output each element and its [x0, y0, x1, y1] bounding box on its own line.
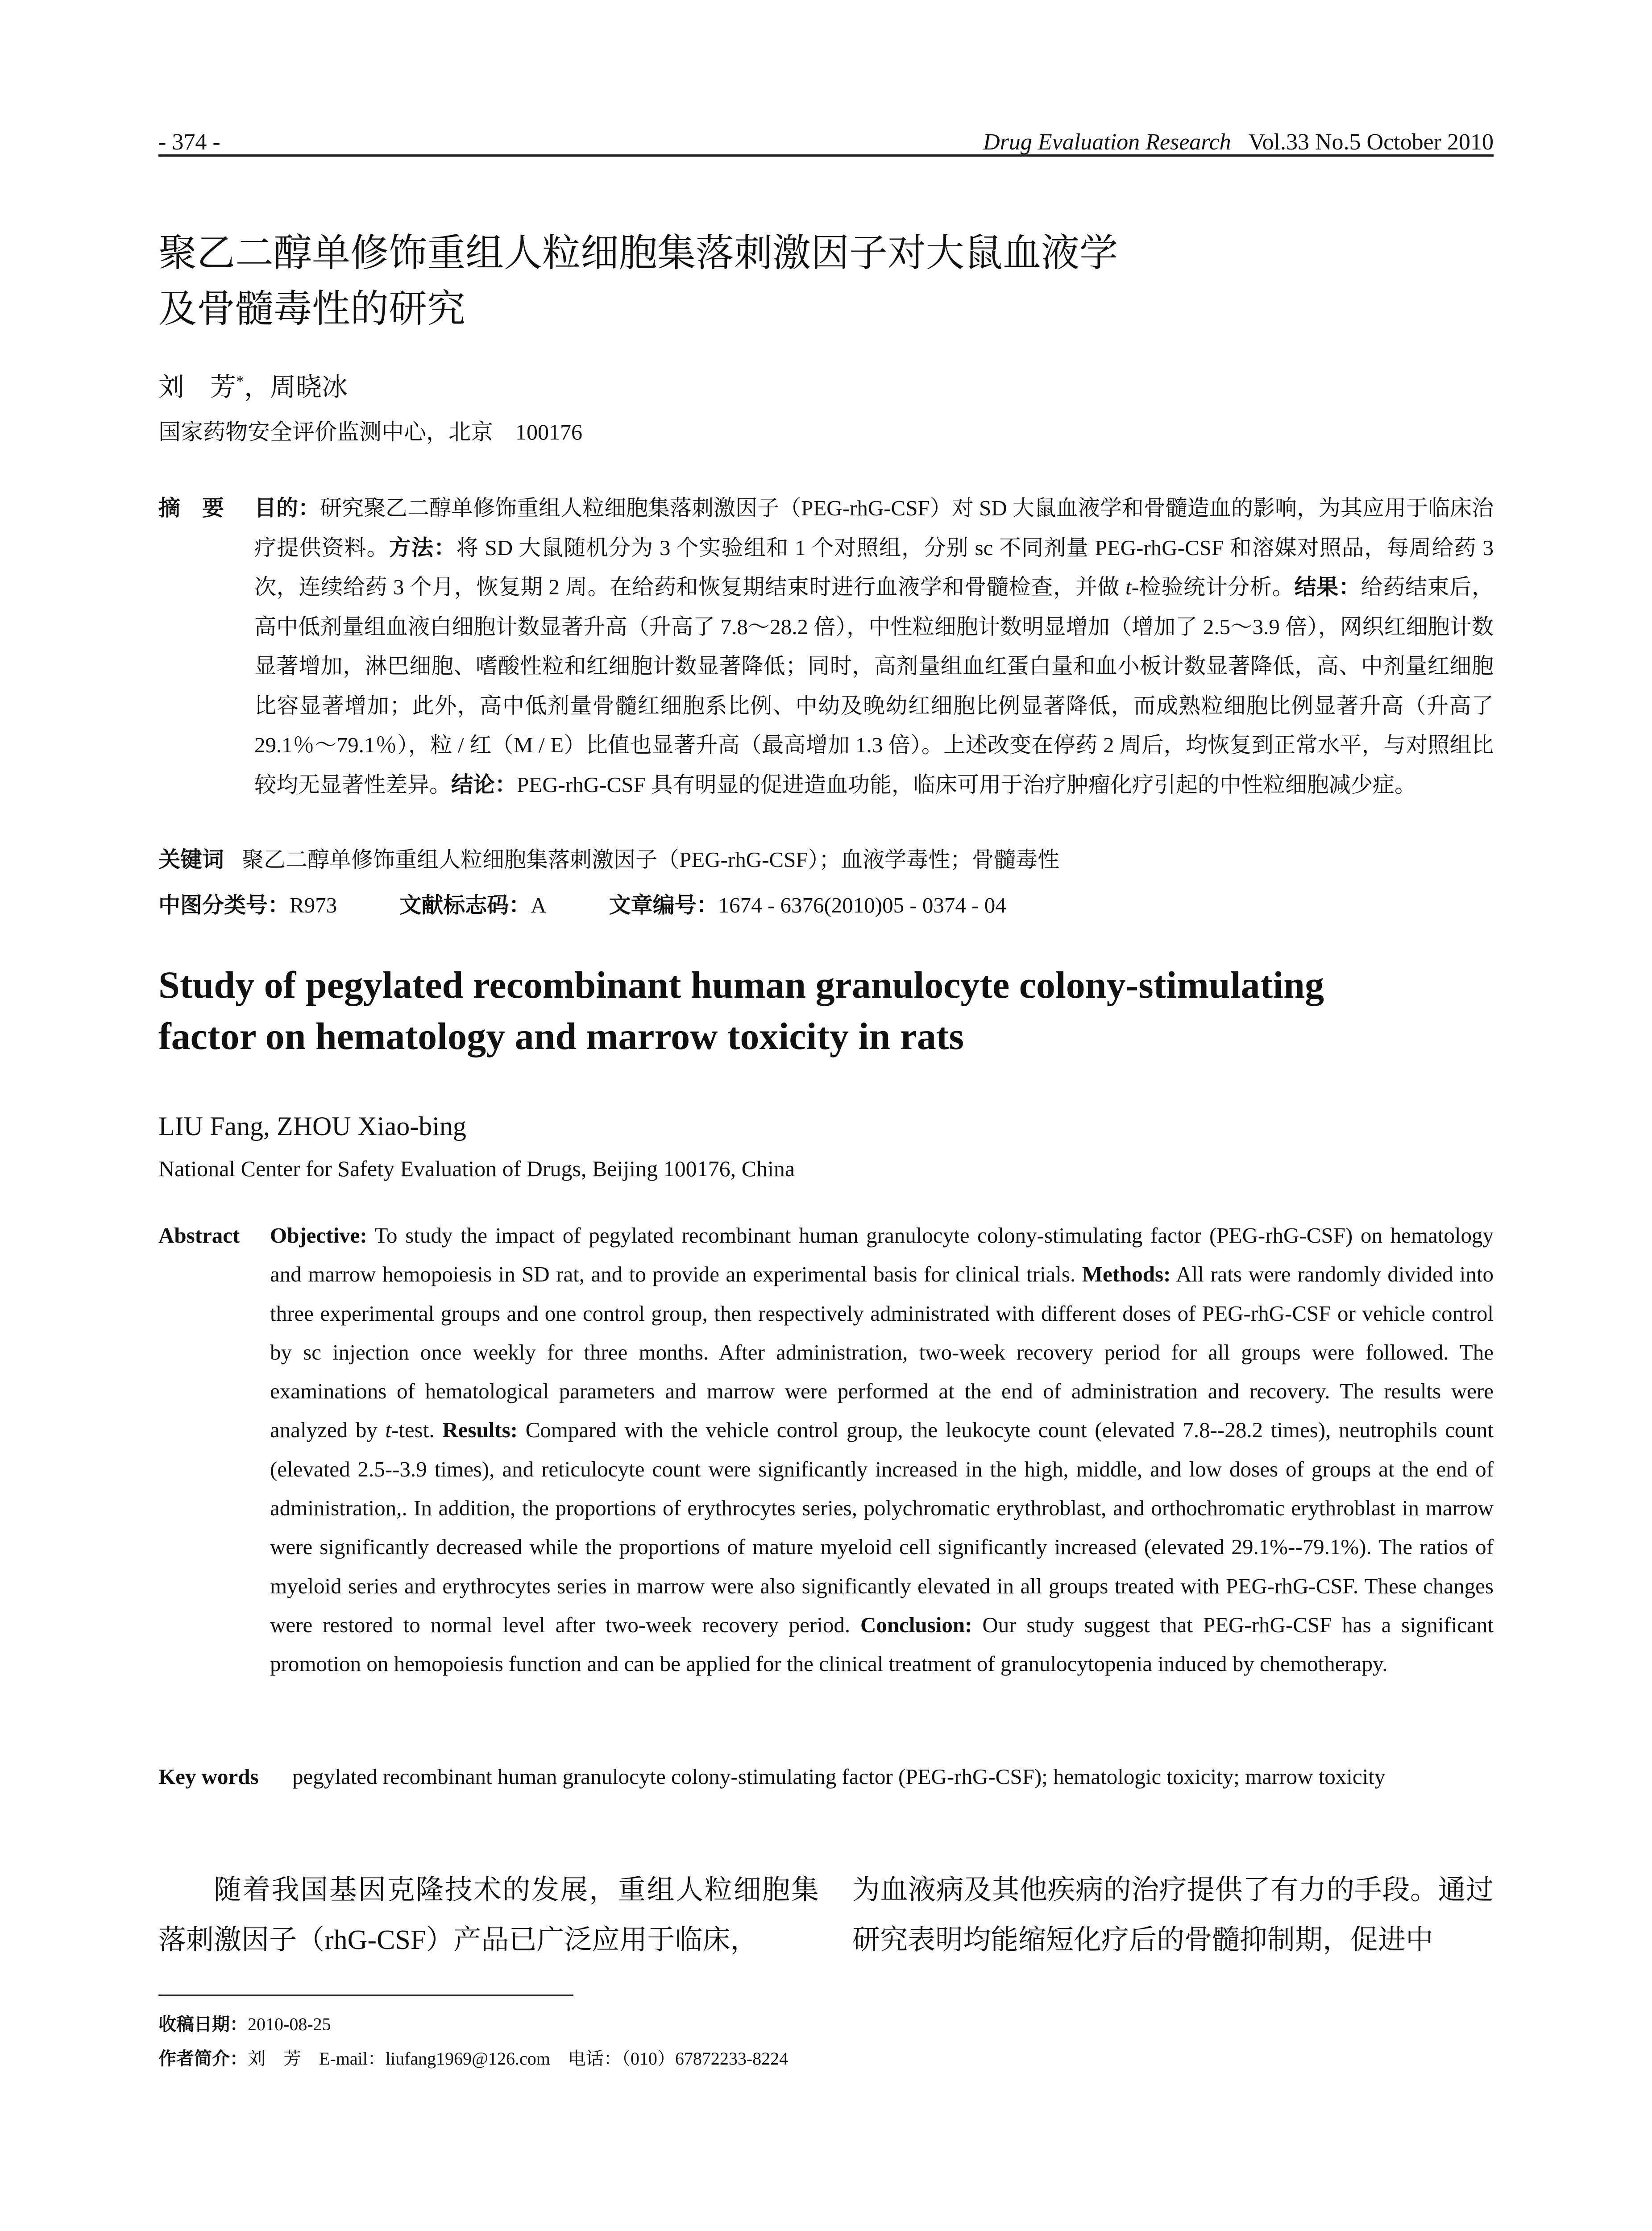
english-abstract-body	[270, 1216, 1494, 1684]
english-keywords-label: Key words	[158, 1764, 259, 1789]
chinese-title	[158, 225, 1363, 337]
article-number	[609, 888, 1006, 919]
classification-number	[158, 888, 337, 919]
english-abstract-label: Abstract	[158, 1223, 240, 1248]
header-rule	[158, 154, 1494, 157]
author-2: ，周晓冰	[244, 373, 348, 402]
body-text-right-column: 为血液病及其他疾病的治疗提供了有力的手段。通过研究表明均能缩短化疗后的骨髓抑制期，促进中	[852, 1875, 1494, 1955]
english-authors: LIU Fang, ZHOU Xiao-bing	[158, 1111, 466, 1141]
author-intro-label: 作者简介：	[158, 2049, 248, 2069]
author-intro-text: 刘 芳 E-mail：liufang1969@126.com 电话：（010）67872233-8224	[248, 2049, 789, 2069]
chinese-affiliation: 国家药物安全评价监测中心，北京 100176	[158, 419, 582, 444]
en-conclusion-label: Conclusion:	[860, 1612, 972, 1637]
english-affiliation: National Center for Safety Evaluation of Drugs, Beijing 100176, China	[158, 1156, 795, 1181]
en-conclusion-text: Our study suggest that PEG-rhG-CSF has a significant promotion on hemopoiesis function and can be applied for the clinical treatment of granulocytopenia induced by chemotherapy.	[270, 1612, 1494, 1676]
chinese-title-line2: 及骨髓毒性的研究	[158, 286, 465, 331]
en-results-label: Results:	[442, 1418, 518, 1443]
methods-text-1: 将 SD 大鼠随机分为 3 个实验组和 1 个对照组，分别 sc 不同剂量 PEG-rhG-CSF 和溶媒对照品，每周给药 3 次，连续给药 3 个月，恢复期 2 周。在给药和恢复期结束时进行血液学和骨髓检查，并做	[254, 535, 1494, 599]
objective-text: 研究聚乙二醇单修饰重组人粒细胞集落刺激因子（PEG-rhG-CSF）对 SD 大鼠血液学和骨髓造血的影响，为其应用于临床治疗提供资料。	[254, 496, 1494, 560]
en-objective-label: Objective:	[270, 1223, 367, 1248]
document-code-value: A	[531, 893, 547, 917]
page-number: - 374 -	[158, 129, 220, 155]
methods-text-2: -检验统计分析。	[1131, 575, 1295, 599]
objective-label: 目的：	[254, 495, 320, 521]
corresponding-mark: *	[236, 372, 245, 390]
chinese-keywords-label: 关键词	[158, 847, 224, 872]
article-number-value: 1674 - 6376(2010)05 - 0374 - 04	[718, 893, 1006, 917]
journal-info	[983, 129, 1494, 155]
chinese-abstract-label: 摘 要	[158, 495, 224, 521]
en-methods-text-2: -test.	[391, 1418, 443, 1443]
footnote-author	[158, 2044, 788, 2070]
conclusion-text: PEG-rhG-CSF 具有明显的促进造血功能，临床可用于治疗肿瘤化疗引起的中性粒细胞减少症。	[517, 772, 1416, 797]
received-label: 收稿日期：	[158, 2014, 248, 2035]
methods-t: t	[1125, 575, 1132, 599]
footnote-received	[158, 2010, 331, 2036]
en-methods-label: Methods:	[1082, 1262, 1171, 1287]
english-title-line1: Study of pegylated recombinant human granulocyte colony-stimulating	[158, 963, 1324, 1006]
chinese-keywords-text: 聚乙二醇单修饰重组人粒细胞集落刺激因子（PEG-rhG-CSF）；血液学毒性；骨髓毒性	[242, 847, 1060, 872]
author-1: 刘 芳	[158, 373, 237, 402]
methods-label: 方法：	[389, 535, 457, 560]
document-code-label: 文献标志码：	[399, 892, 531, 918]
classification-value: R973	[290, 893, 337, 917]
en-methods-text-1: All rats were randomly divided into three experimental groups and one control group, then respectively administrated with different doses of PEG-rhG-CSF or vehicle control by sc injection once weekly for three months. After administration, two-week recovery period for all groups were followed. The examinations of hematological parameters and marrow were performed at the end of administration and recovery. The results were analyzed by	[270, 1262, 1494, 1443]
document-code	[399, 888, 546, 919]
classification-row	[158, 888, 1494, 919]
journal-name: Drug Evaluation Research	[983, 129, 1231, 155]
en-methods-t: t	[385, 1418, 391, 1443]
journal-issue: Vol.33 No.5 October 2010	[1248, 129, 1494, 155]
chinese-keywords	[158, 842, 1494, 874]
en-objective-text: To study the impact of pegylated recombinant human granulocyte colony-stimulating factor (PEG-rhG-CSF) on hematology and marrow hemopoiesis in SD rat, and to provide an experimental basis for clinical trials.	[270, 1223, 1494, 1287]
received-date: 2010-08-25	[248, 2014, 331, 2034]
classification-label: 中图分类号：	[158, 892, 290, 918]
chinese-title-line1: 聚乙二醇单修饰重组人粒细胞集落刺激因子对大鼠血液学	[158, 231, 1118, 275]
en-results-text: Compared with the vehicle control group, the leukocyte count (elevated 7.8--28.2 times), neutrophils count (elevated 2.5--3.9 times), and reticulocyte count were significantly increased in the high, middle, and low doses of groups at the end of administration,. In addition, the proportions of erythrocytes series, polychromatic erythroblast, and orthochromatic erythroblast in marrow were significantly decreased while the proportions of mature myeloid cell significantly increased (elevated 29.1%--79.1%). The ratios of myeloid series and erythrocytes series in marrow were also significantly elevated in all groups treated with PEG-rhG-CSF. These changes were restored to normal level after two-week recovery period.	[270, 1418, 1494, 1637]
english-title-line2: factor on hematology and marrow toxicity in rats	[158, 1015, 964, 1057]
running-header	[158, 120, 1494, 155]
body-text-left-column: 随着我国基因克隆技术的发展，重组人粒细胞集落刺激因子（rhG-CSF）产品已广泛应用于临床，	[158, 1875, 819, 1955]
english-title	[158, 959, 1494, 1062]
conclusion-label: 结论：	[451, 771, 517, 797]
article-number-label: 文章编号：	[609, 892, 718, 918]
chinese-authors	[158, 366, 348, 403]
footnote-rule	[158, 1995, 573, 1996]
chinese-abstract-body	[254, 489, 1494, 804]
english-keywords-text: pegylated recombinant human granulocyte colony-stimulating factor (PEG-rhG-CSF); hematologic toxicity; marrow toxicity	[292, 1764, 1386, 1789]
results-label: 结果：	[1294, 574, 1361, 600]
results-text: 给药结束后，高中低剂量组血液白细胞计数显著升高（升高了 7.8～28.2 倍），中性粒细胞计数明显增加（增加了 2.5～3.9 倍），网织红细胞计数显著增加，淋巴细胞、嗜酸性粒和红细胞计数显著降低；同时，高剂量组血红蛋白量和血小板计数显著降低，高、中剂量红细胞比容显著增加；此外，高中低剂量骨髓红细胞系比例、中幼及晚幼红细胞比例显著降低，而成熟粒细胞比例显著升高（升高了 29.1％～79.1％），粒 / 红（M / E）比值也显著升高（最高增加 1.3 倍）。上述改变在停药 2 周后，均恢复到正常水平，与对照组比较均无显著性差异。	[254, 575, 1494, 797]
